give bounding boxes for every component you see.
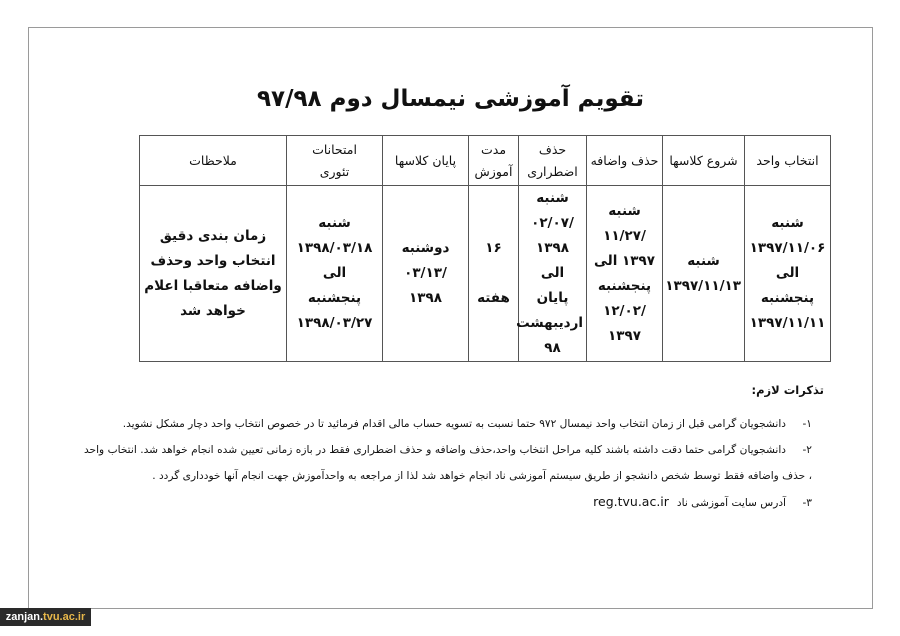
document-page — [28, 27, 873, 609]
site-link[interactable]: reg.tvu.ac.ir — [593, 494, 669, 509]
header-cell: مدت آموزش — [469, 136, 519, 186]
cell-class-end: دوشنبه /۰۳/۱۳ ۱۳۹۸ — [383, 186, 469, 362]
cell-add-drop: شنبه /۱۱/۲۷ ۱۳۹۷ الی پنجشنبه /۱۲/۰۲ ۱۳۹۷ — [587, 186, 663, 362]
header-cell: امتحانات تئوری — [287, 136, 383, 186]
cell-course-selection: شنبه ۱۳۹۷/۱۱/۰۶ الی پنجشنبه ۱۳۹۷/۱۱/۱۱ — [745, 186, 831, 362]
site-watermark-badge: zanjan.tvu.ac.ir — [0, 608, 91, 626]
notes-section — [84, 383, 824, 516]
header-cell: ملاحظات — [140, 136, 287, 186]
note-item: ۳-آدرس سایت آموزشی نادreg.tvu.ac.ir — [593, 494, 812, 509]
notes-title: تذکرات لازم: — [751, 383, 824, 397]
header-row — [140, 136, 831, 186]
cell-exams: شنبه ۱۳۹۸/۰۳/۱۸ الی پنجشنبه ۱۳۹۸/۰۳/۲۷ — [287, 186, 383, 362]
data-row — [140, 186, 831, 362]
cell-remarks: زمان بندی دقیق انتخاب واحد وحذف واضافه متعاقبا اعلام خواهد شد — [140, 186, 287, 362]
header-cell: پایان کلاسها — [383, 136, 469, 186]
page-title: تقویم آموزشی نیمسال دوم ۹۷/۹۸ — [257, 86, 644, 112]
header-cell: حذف اضطراری — [519, 136, 587, 186]
header-cell: حذف واضافه — [587, 136, 663, 186]
calendar-table — [139, 135, 831, 362]
header-cell: انتخاب واحد — [745, 136, 831, 186]
cell-class-start: شنبه ۱۳۹۷/۱۱/۱۳ — [663, 186, 745, 362]
cell-emergency-drop: شنبه /۰۲/۰۷ ۱۳۹۸ الی پایان اردیبهشت ۹۸ — [519, 186, 587, 362]
note-item: ۱-دانشجویان گرامی قبل از زمان انتخاب واحد نیمسال ۹۷۲ حتما نسبت به تسویه حساب مالی اقدام فرمائید تا در خصوص انتخاب واحد دچار مشکل نشوید. — [122, 418, 812, 430]
note-item: ۲-دانشجویان گرامی حتما دقت داشته باشند کلیه مراحل انتخاب واحد،حذف واضافه و حذف اضطراری فقط در بازه زمانی تعیین شده انجام خواهد شد. انتخاب واحد ، حذف واضافه فقط توسط شخص دانشجو از طریق سیستم آموزشی ناد انجام خواهد شد لذا از مراجعه به واحدآموزش جهت انجام آنها خودداری گردد . — [84, 444, 812, 482]
cell-duration: ۱۶ هفته — [469, 186, 519, 362]
header-cell: شروع کلاسها — [663, 136, 745, 186]
